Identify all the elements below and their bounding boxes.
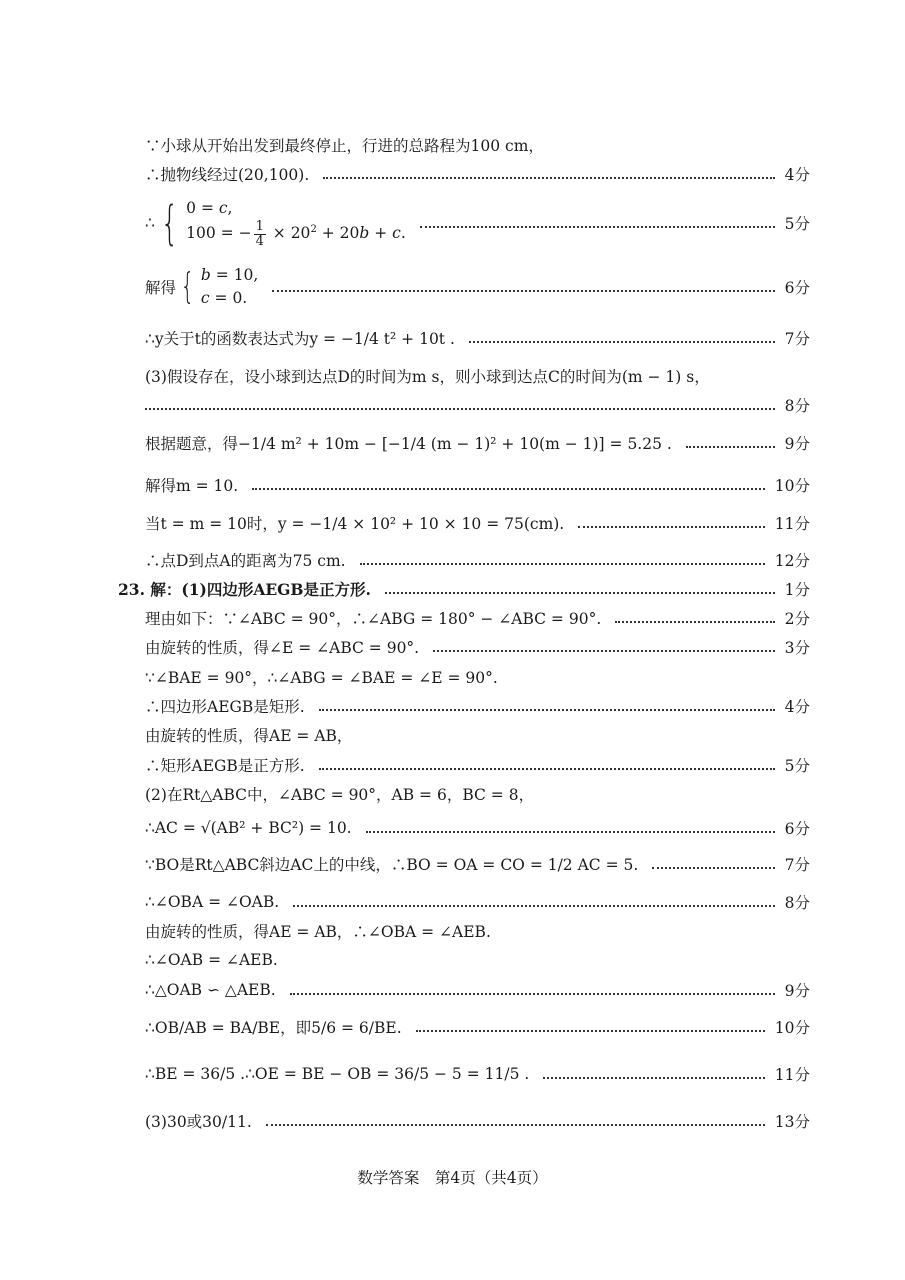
dot-leader [416, 1030, 765, 1032]
score: 8分 [784, 894, 810, 912]
dot-leader [360, 563, 765, 565]
line-10: 当t = m = 10时，y = −1/4 × 10² + 10 × 10 = 75(cm). 11分 [145, 505, 810, 541]
line-27: ∴BE = 36/5 .∴OE = BE − OB = 36/5 − 5 = 11/5 . 11分 [145, 1065, 810, 1084]
score: 6分 [784, 279, 810, 297]
line-12: 23. 解：(1)四边形AEGB是正方形. 1分 [118, 580, 810, 599]
line-24: ∴∠OAB = ∠AEB. [145, 951, 278, 969]
score: 13分 [774, 1113, 810, 1131]
score: 4分 [784, 166, 810, 184]
dot-leader [145, 408, 775, 410]
dot-leader [272, 290, 774, 292]
score: 1分 [784, 581, 810, 599]
line-13: 理由如下：∵∠ABC = 90°，∴∠ABG = 180° − ∠ABC = 90°. 2分 [145, 603, 810, 633]
equation-system: ∴ { 0 = c, 100 = − $\frac{1}{4}$ × $20^2 + 20b + c$. [145, 196, 406, 250]
dot-leader [293, 905, 774, 907]
score: 5分 [784, 757, 810, 775]
solution-system: 解得 { b = 10, c = 0. [145, 265, 259, 307]
score: 4分 [784, 698, 810, 716]
line-15: ∵∠BAE = 90°，∴∠ABG = ∠BAE = ∠E = 90°. [145, 669, 498, 687]
score: 6分 [784, 820, 810, 838]
dot-leader [366, 831, 775, 833]
dot-leader [252, 488, 765, 490]
dot-leader [290, 993, 775, 995]
line-4 [145, 264, 810, 310]
line-28: (3)30或30/11. 13分 [145, 1102, 810, 1140]
line-26: ∴OB/AB = BA/BE，即5/6 = 6/BE. 10分 [145, 1008, 810, 1046]
score: 9分 [784, 982, 810, 1000]
score: 10分 [774, 1019, 810, 1037]
line-9: 解得m = 10. 10分 [145, 470, 810, 500]
dot-leader [323, 177, 774, 179]
line-25: ∴△OAB ∽ △AEB. 9分 [145, 981, 810, 1000]
dot-leader [420, 226, 775, 228]
line-8: 根据题意，得−1/4 m² + 10m − [−1/4 (m − 1)² + 10(m − 1)] = 5.25 . 9分 [145, 424, 810, 462]
line-20: ∴AC = √(AB² + BC²) = 10. 6分 [145, 819, 810, 838]
score: 8分 [784, 397, 810, 415]
dot-leader [652, 867, 774, 869]
line-1: ∵小球从开始出发到最终停止，行进的总路程为100 cm， [145, 137, 544, 155]
line-2: ∴抛物线经过(20,100). 4分 [145, 159, 810, 189]
line-14: 由旋转的性质，得∠E = ∠ABC = 90°. 3分 [145, 632, 810, 662]
line-11: ∴点D到点A的距离为75 cm. 12分 [145, 545, 810, 575]
dot-leader [385, 592, 775, 594]
dot-leader [319, 768, 775, 770]
score: 11分 [774, 515, 810, 533]
line-19: (2)在Rt△ABC中，∠ABC = 90°，AB = 6，BC = 8， [145, 786, 535, 804]
dot-leader [469, 341, 775, 343]
score: 7分 [784, 856, 810, 874]
dot-leader [543, 1077, 764, 1079]
dot-leader [319, 709, 775, 711]
dot-leader [686, 446, 775, 448]
dot-leader [578, 526, 765, 528]
score: 9分 [784, 435, 810, 453]
line-18: ∴矩形AEGB是正方形. 5分 [145, 750, 810, 780]
score: 3分 [784, 639, 810, 657]
score: 10分 [774, 477, 810, 495]
line-16: ∴四边形AEGB是矩形. 4分 [145, 691, 810, 721]
line-7 [145, 390, 810, 420]
line-17: 由旋转的性质，得AE = AB， [145, 727, 353, 745]
line-23: 由旋转的性质，得AE = AB，∴∠OBA = ∠AEB. [145, 923, 491, 941]
score: 5分 [784, 215, 810, 233]
page-footer: 数学答案 第4页（共4页） [357, 1169, 548, 1187]
score: 2分 [784, 610, 810, 628]
score: 11分 [774, 1066, 810, 1084]
line-21: ∵BO是Rt△ABC斜边AC上的中线，∴BO = OA = CO = 1/2 AC = 5. 7分 [145, 846, 810, 882]
score: 12分 [774, 552, 810, 570]
line-6: (3)假设存在，设小球到达点D的时间为m s，则小球到达点C的时间为(m − 1) s， [145, 368, 710, 386]
line-22: ∴∠OBA = ∠OAB. 8分 [145, 893, 810, 912]
line-5: ∴y关于t的函数表达式为y = −1/4 t² + 10t . 7分 [145, 320, 810, 356]
line-3 [145, 190, 810, 256]
dot-leader [615, 621, 774, 623]
dot-leader [433, 650, 775, 652]
dot-leader [266, 1124, 765, 1126]
score: 7分 [784, 330, 810, 348]
